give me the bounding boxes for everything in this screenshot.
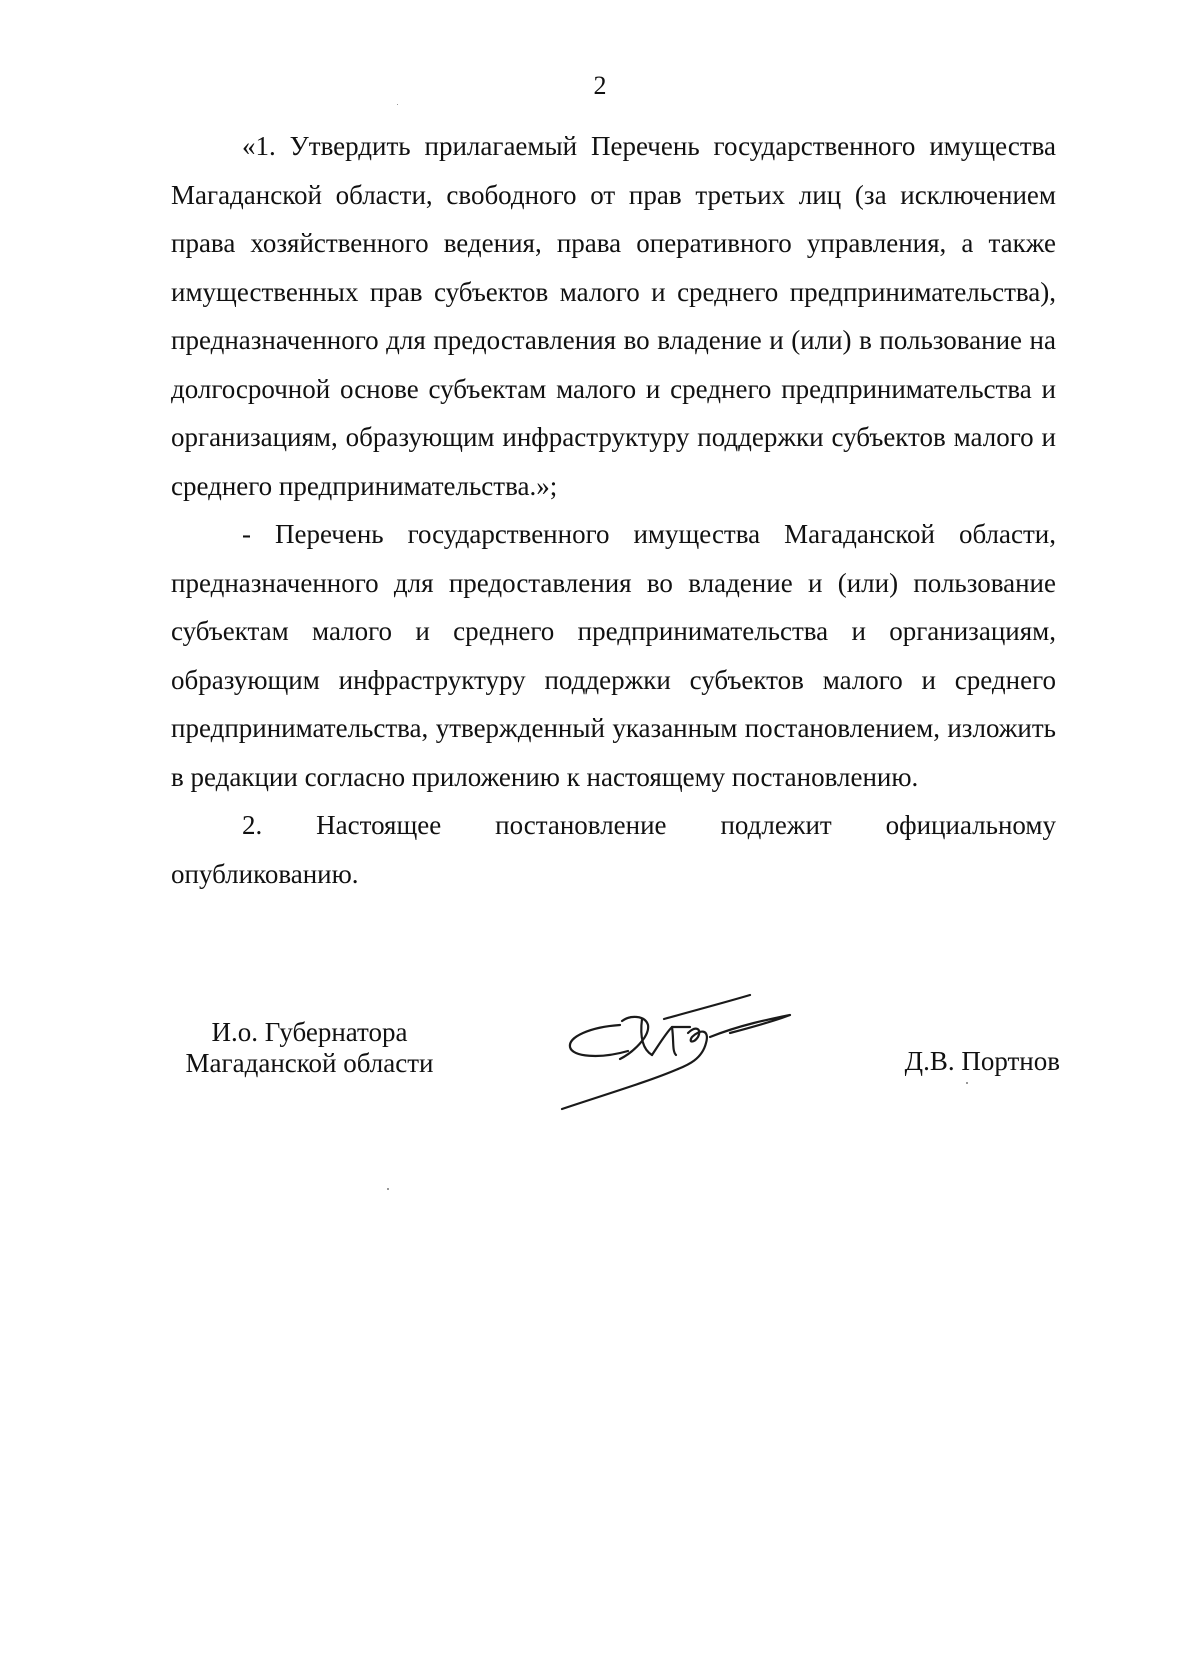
signatory-name: Д.В. Портнов [904,1046,1060,1076]
document-body [171,122,1056,898]
signatory-title-line-1: И.о. Губернатора [211,1017,408,1047]
signatory-title [172,1017,447,1079]
page-number: 2 [593,71,607,100]
paragraph-1: «1. Утвердить прилагаемый Перечень государственного имущества Магаданской области, свободного от прав третьих лиц (за исключением права хозяйственного ведения, права оперативного управления, а также имущественных прав субъектов малого и среднего предпринимательства), предназначенного для предоставления во владение и (или) в пользование на долгосрочной основе субъектам малого и среднего предпринимательства и организациям, образующим инфраструктуру поддержки субъектов малого и среднего предпринимательства.»; [171,131,1056,501]
scan-speck [966,1082,968,1084]
paragraph-3: 2. Настоящее постановление подлежит официальному опубликованию. [171,810,1056,889]
scan-speck [397,104,398,105]
handwritten-signature [560,985,810,1120]
signatory-title-line-2: Магаданской области [185,1048,434,1078]
scan-speck [387,1188,389,1190]
paragraph-2: - Перечень государственного имущества Магаданской области, предназначенного для предоставления во владение и (или) пользование субъектам малого и среднего предпринимательства и организациям, образующим инфраструктуру поддержки субъектов малого и среднего предпринимательства, утвержденный указанным постановлением, изложить в редакции согласно приложению к настоящему постановлению. [171,519,1056,792]
